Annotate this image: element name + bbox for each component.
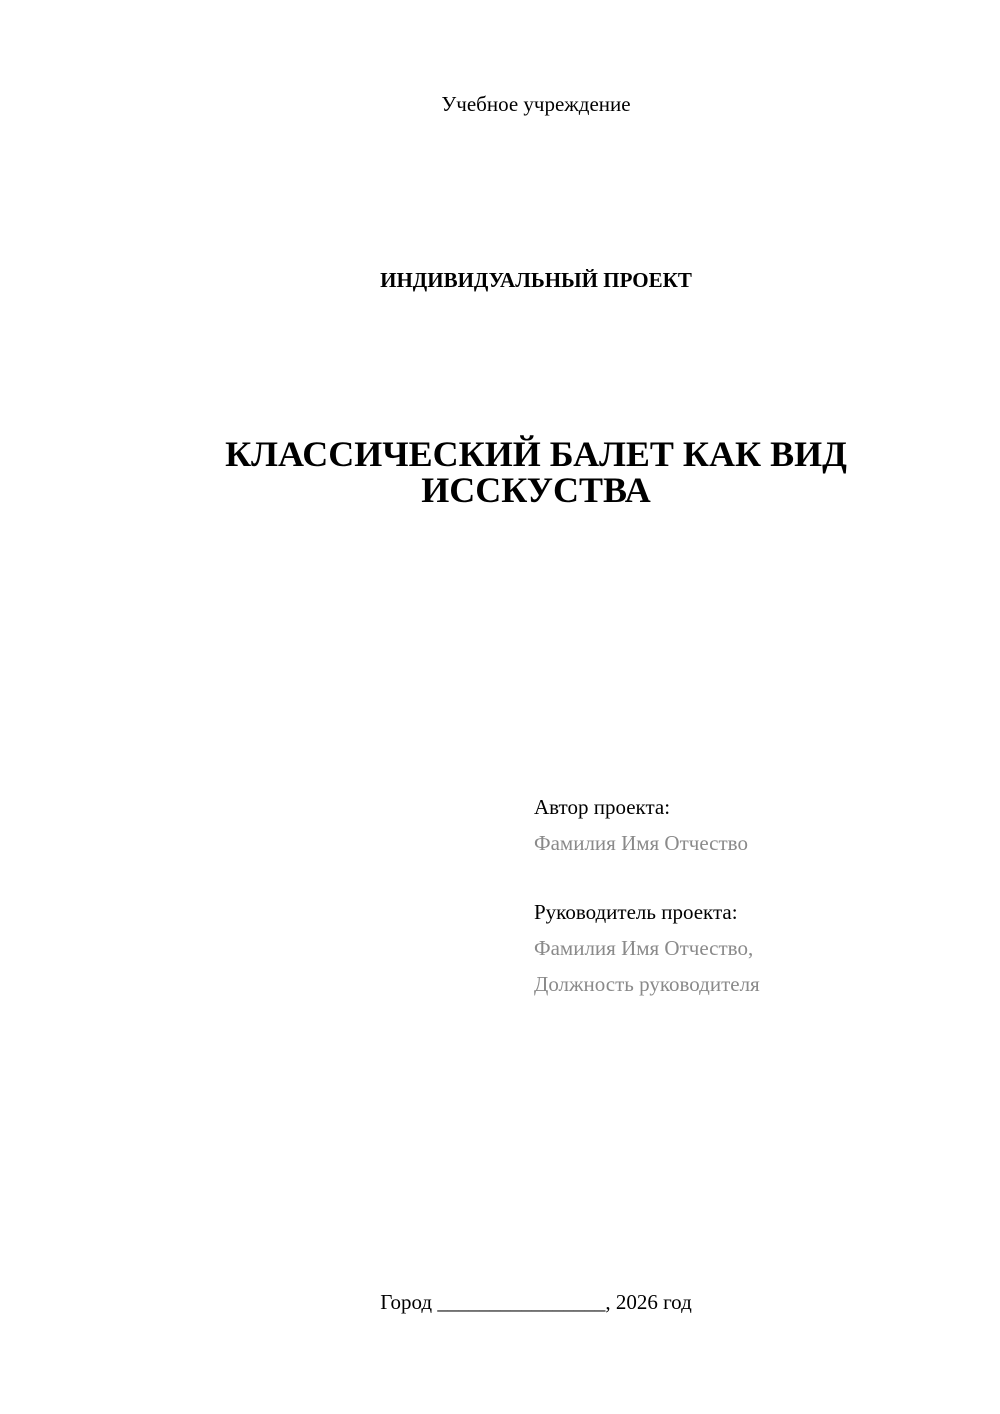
project-title-line-1: КЛАССИЧЕСКИЙ БАЛЕТ КАК ВИД bbox=[225, 434, 847, 474]
project-info-block bbox=[534, 789, 760, 1002]
supervisor-name: Фамилия Имя Отчество, bbox=[534, 936, 754, 960]
project-title-line-2: ИССКУСТВА bbox=[421, 470, 651, 510]
info-spacer bbox=[534, 861, 760, 894]
author-label: Автор проекта: bbox=[534, 795, 671, 819]
city-year-footer: Город ________________, 2026 год bbox=[380, 1290, 692, 1314]
institution-name: Учебное учреждение bbox=[441, 92, 631, 116]
project-title bbox=[0, 436, 1000, 508]
author-name: Фамилия Имя Отчество bbox=[534, 831, 748, 855]
supervisor-position: Должность руководителя bbox=[534, 972, 760, 996]
project-type-heading: ИНДИВИДУАЛЬНЫЙ ПРОЕКТ bbox=[380, 268, 692, 292]
supervisor-label: Руководитель проекта: bbox=[534, 900, 738, 924]
